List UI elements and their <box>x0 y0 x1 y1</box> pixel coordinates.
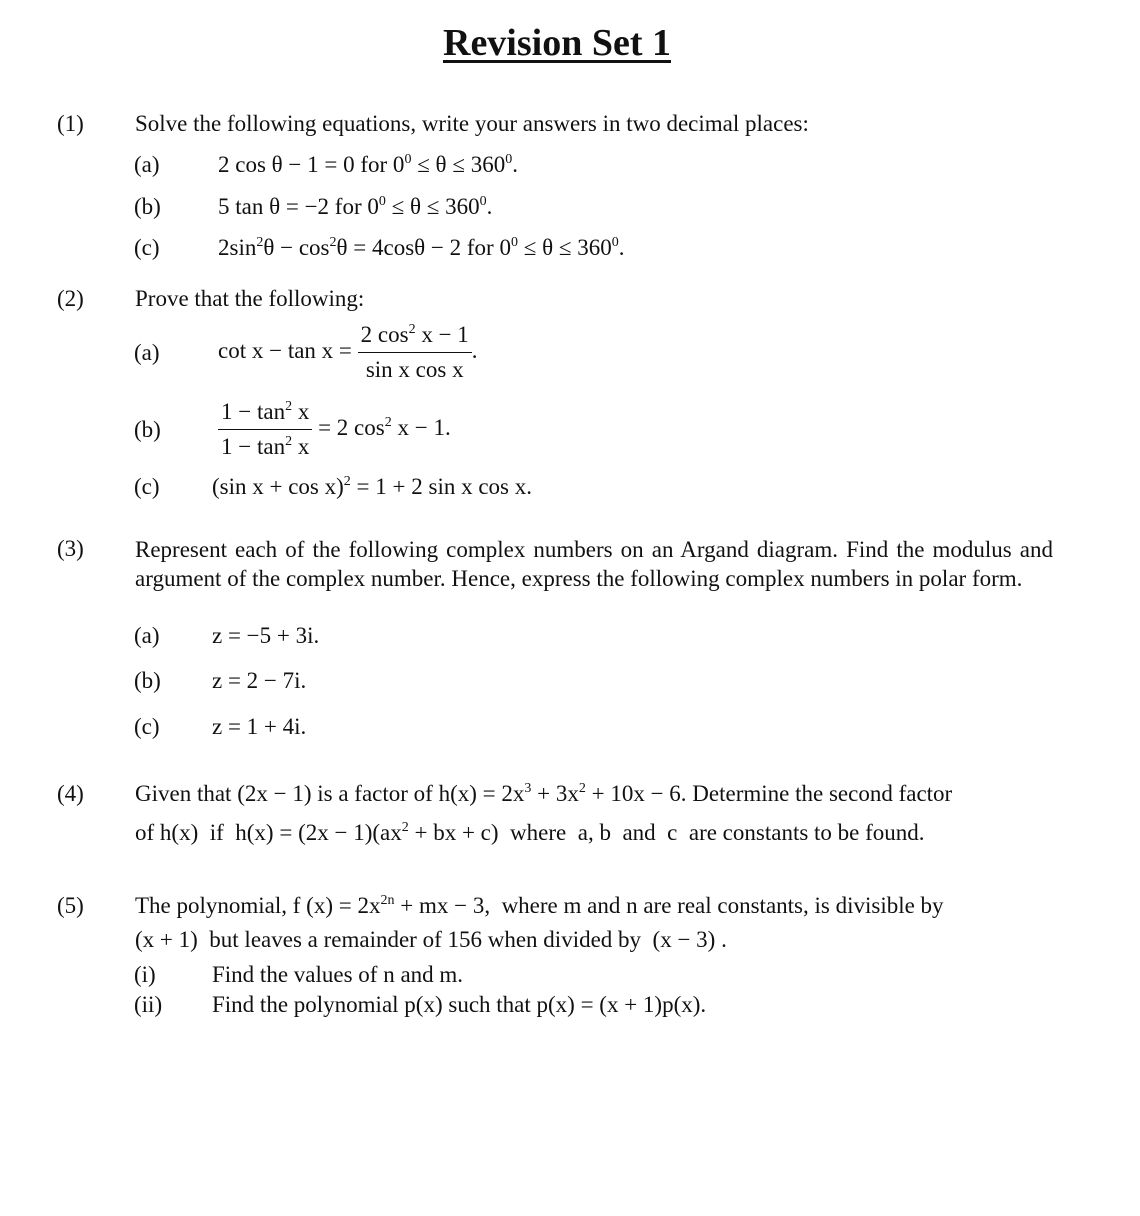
question-number: (1) <box>57 111 84 136</box>
question-number: (4) <box>57 781 84 806</box>
question-prompt: Represent each of the following complex numbers on an Argand diagram. Find the modulus and argument of the complex number. Hence, express the following complex numbers in polar form. <box>135 537 1053 591</box>
page-title: Revision Set 1 <box>443 22 671 64</box>
part-label: (a) <box>134 152 160 177</box>
complex-number: z = 2 − 7i. <box>212 668 307 693</box>
part-label: (b) <box>134 668 161 693</box>
part-label: (ii) <box>134 992 163 1017</box>
complex-number: z = −5 + 3i. <box>212 623 320 648</box>
question-number: (3) <box>57 536 84 561</box>
identity: cot x − tan x = $\frac{2 \cos^2 x - 1}{\text{sin x cos x}}$ . <box>218 318 478 387</box>
complex-number: z = 1 + 4i. <box>212 714 307 739</box>
question-number: (2) <box>57 286 84 311</box>
question-line: of h(x) if $h(x) = (2x - 1)(ax^2$ + bx + c) where a, b and c are constants to be found. <box>135 820 925 845</box>
part-label: (a) <box>134 340 160 365</box>
part-label: (b) <box>134 194 161 219</box>
question-number: (5) <box>57 893 84 918</box>
equation: 2 cos θ − 1 = 0 for $0^0 \le \theta \le 360^0$. <box>218 152 518 177</box>
identity: (sin x + cos x)$^2$ = 1 + 2 sin x cos x. <box>212 474 532 499</box>
part-label: (a) <box>134 623 160 648</box>
question-prompt: Solve the following equations, write your answers in two decimal places: <box>135 111 809 136</box>
question-line: Given that (2x − 1) is a factor of $h(x) = 2x^3 + 3x^2 + 10x - 6$. Determine the second factor <box>135 781 953 806</box>
equation: 5 tan θ = −2 for $0^0 \le \theta \le 360^0$. <box>218 194 493 219</box>
part-text: Find the polynomial p(x) such that p(x) = (x + 1)p(x). <box>212 992 707 1017</box>
question-prompt: Prove that the following: <box>135 286 365 311</box>
part-label: (c) <box>134 714 160 739</box>
identity: $\frac{1 - \tan^2 x}{1 - \tan^2 x}$ = 2 $\cos^2 x - 1$. <box>218 395 451 464</box>
part-label: (c) <box>134 235 160 260</box>
question-line: (x + 1) but leaves a remainder of 156 when divided by (x − 3) . <box>135 927 727 952</box>
equation: $2\sin^2\theta - \cos^2\theta = 4\cos\theta - 2$ for $0^0 \le \theta \le 360^0$. <box>218 235 625 260</box>
part-label: (b) <box>134 417 161 442</box>
part-text: Find the values of n and m. <box>212 962 464 987</box>
question-line: The polynomial, f $(x) = 2x^{2n}$ + mx − 3, where m and n are real constants, is divisible by <box>135 893 944 918</box>
part-label: (c) <box>134 474 160 499</box>
part-label: (i) <box>134 962 156 987</box>
